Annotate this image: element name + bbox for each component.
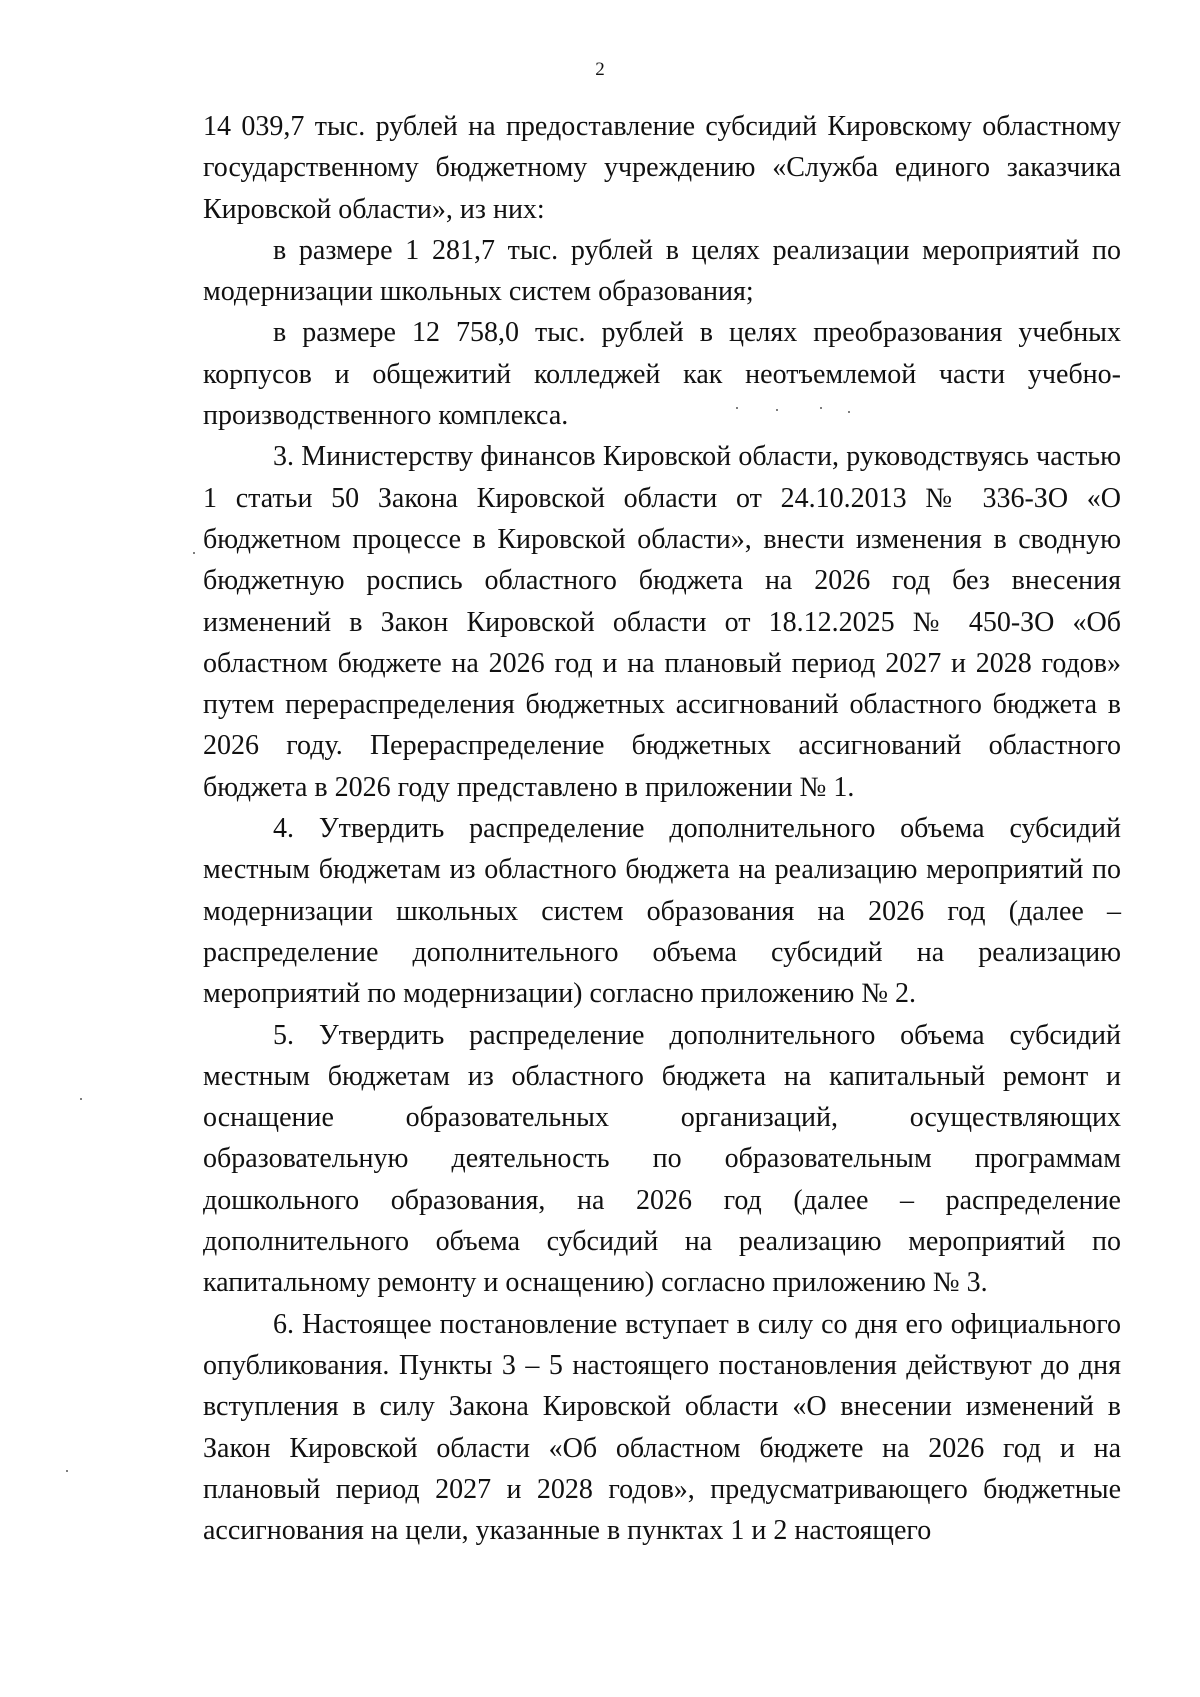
paragraph-item-3: 3. Министерству финансов Кировской области, руководствуясь частью 1 статьи 50 Закона Кировской области от 24.10.2013 № 336-ЗО «О бюджетном процессе в Кировской области», внести изменения в сводную бюджетную роспись областного бюджета на 2026 год без внесения изменений в Закон Кировской области от 18.12.2025 № 450-ЗО «Об областном бюджете на 2026 год и на плановый период 2027 и 2028 годов» путем перераспределения бюджетных ассигнований областного бюджета в 2026 году. Перераспределение бюджетных ассигнований областного бюджета в 2026 году представлено в приложении № 1. [203, 441, 1121, 803]
paragraph-item-4: 4. Утвердить распределение дополнительного объема субсидий местным бюджетам из областного бюджета на реализацию мероприятий по модернизации школьных систем образования на 2026 год (далее – распределение дополнительного объема субсидий на реализацию мероприятий по модернизации) согласно приложению № 2. [203, 813, 1121, 1010]
page-number: 2 [595, 59, 605, 80]
scan-speck [848, 411, 850, 413]
scan-speck [776, 409, 778, 411]
scan-speck [736, 407, 738, 409]
scan-speck [66, 1470, 68, 1472]
paragraph-subsidy-amount: 14 039,7 тыс. рублей на предоставление субсидий Кировскому областному государственному бюджетному учреждению «Служба единого заказчика Кировской области», из них: [203, 111, 1121, 225]
paragraph-school-modernization: в размере 1 281,7 тыс. рублей в целях реализации мероприятий по модернизации школьных систем образования; [203, 234, 1121, 308]
scan-speck [820, 407, 822, 409]
paragraph-item-6: 6. Настоящее постановление вступает в силу со дня его официального опубликования. Пункты 3 – 5 настоящего постановления действуют до дня вступления в силу Закона Кировской области «О внесении изменений в Закон Кировской области «Об областном бюджете на 2026 год и на плановый период 2027 и 2028 годов», предусматривающего бюджетные ассигнования на цели, указанные в пунктах 1 и 2 настоящего [203, 1308, 1121, 1547]
paragraph-college-buildings: в размере 12 758,0 тыс. рублей в целях преобразования учебных корпусов и общежитий колледжей как неотъемлемой части учебно-производственного комплекса. [203, 317, 1121, 432]
scan-speck [193, 552, 195, 554]
paragraph-item-5: 5. Утвердить распределение дополнительного объема субсидий местным бюджетам из областного бюджета на капитальный ремонт и оснащение образовательных организаций, осуществляющих образовательную деятельность по образовательным программам дошкольного образования, на 2026 год (далее – распределение дополнительного объема субсидий на реализацию мероприятий по капитальному ремонту и оснащению) согласно приложению № 3. [203, 1019, 1121, 1299]
scan-speck [80, 1098, 82, 1100]
document-body [203, 106, 1121, 1551]
